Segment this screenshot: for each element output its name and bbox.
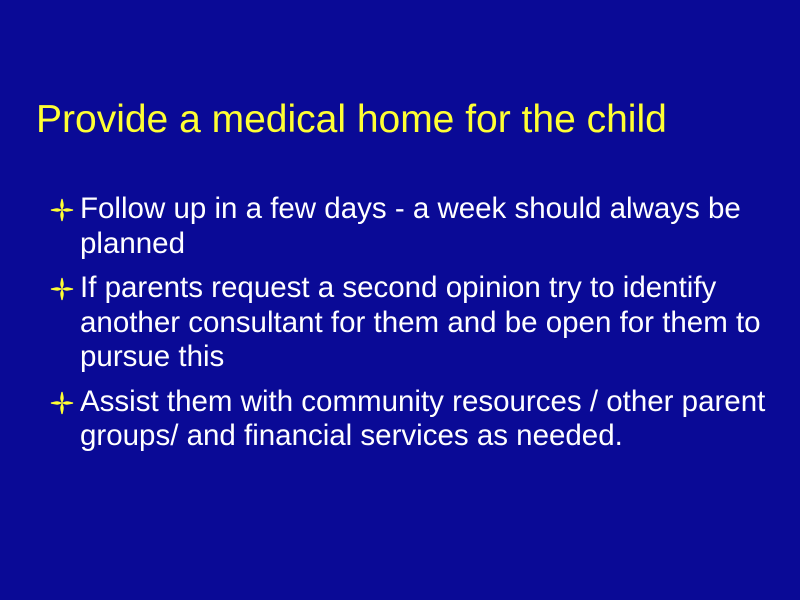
list-item: [50, 385, 770, 454]
diamond-bullet-icon: [50, 271, 78, 305]
list-item: [50, 271, 770, 375]
bullet-text: Follow up in a few days - a week should always be planned: [80, 192, 741, 260]
slide-title: Provide a medical home for the child: [36, 98, 667, 141]
bullet-list: [50, 192, 770, 464]
diamond-bullet-icon: [50, 385, 78, 419]
list-item: [50, 192, 770, 261]
diamond-bullet-icon: [50, 192, 78, 226]
bullet-text: If parents request a second opinion try to identify another consultant for them and be open for them to pursue this: [80, 271, 761, 373]
bullet-text: Assist them with community resources / other parent groups/ and financial services as needed.: [80, 384, 766, 452]
